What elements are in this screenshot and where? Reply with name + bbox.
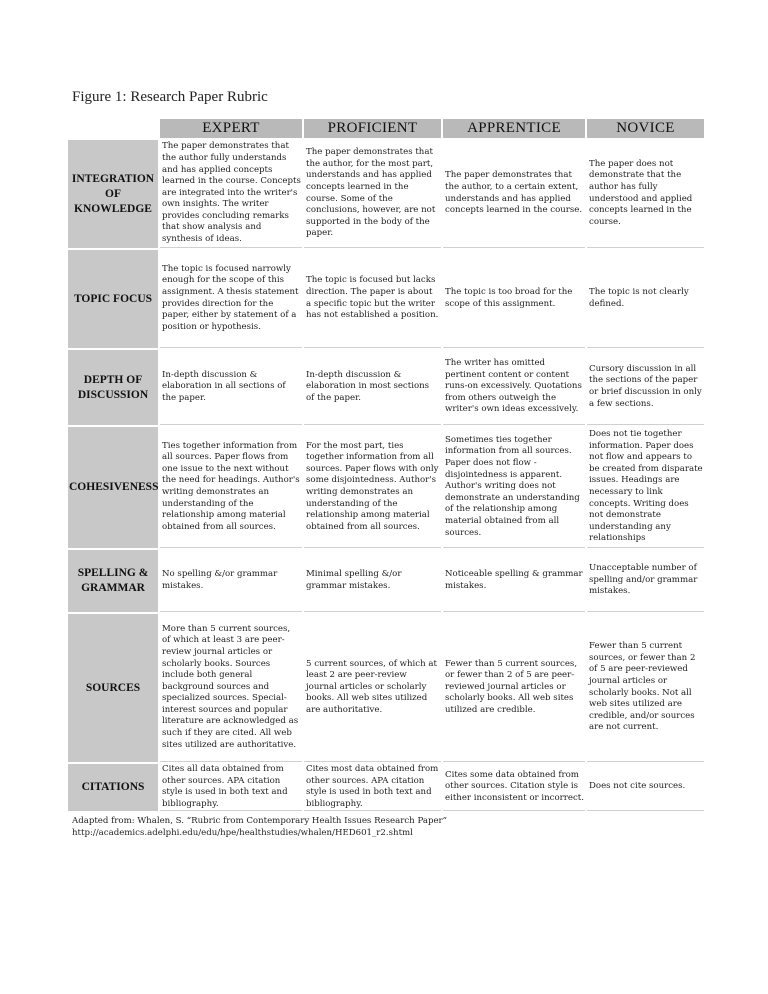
category-cohesiveness: COHESIVENESS bbox=[68, 427, 158, 548]
cell-proficient: In-depth discussion & elaboration in most sections of the paper. bbox=[304, 350, 441, 425]
cell-novice: Fewer than 5 current sources, or fewer than 2 of 5 are peer-reviewed journal articles or scholarly books. Not all web sites utilized are credible, and/or sources are not current. bbox=[587, 614, 704, 762]
cell-proficient: Cites most data obtained from other sources. APA citation style is used in both text and bibliography. bbox=[304, 764, 441, 811]
cell-expert: Ties together information from all sources. Paper flows from one issue to the next without the need for headings. Author's writing demonstrates an understanding of the relationship among material obtained from all sources. bbox=[160, 427, 302, 548]
level-apprentice: APPRENTICE bbox=[443, 119, 585, 138]
corner-cell bbox=[68, 119, 158, 138]
level-expert: EXPERT bbox=[160, 119, 302, 138]
level-novice: NOVICE bbox=[587, 119, 704, 138]
rubric-row-topic-focus bbox=[68, 250, 704, 348]
cell-proficient: The topic is focused but lacks direction. The paper is about a specific topic but the writer has not established a position. bbox=[304, 250, 441, 348]
cell-apprentice: Cites some data obtained from other sources. Citation style is either inconsistent or incorrect. bbox=[443, 764, 585, 811]
cell-novice: The topic is not clearly defined. bbox=[587, 250, 704, 348]
cell-expert: More than 5 current sources, of which at least 3 are peer-review journal articles or scholarly books. Sources include both general background sources and specialized sources. Special-interest sources and popular literature are acknowledged as such if they are cited. All web sites utilized are authoritative. bbox=[160, 614, 302, 762]
cell-novice: The paper does not demonstrate that the author has fully understood and applied concepts learned in the course. bbox=[587, 140, 704, 248]
category-citations: CITATIONS bbox=[68, 764, 158, 811]
category-depth: DEPTH OF DISCUSSION bbox=[68, 350, 158, 425]
cell-proficient: 5 current sources, of which at least 2 are peer-review journal articles or scholarly books. All web sites utilized are authoritative. bbox=[304, 614, 441, 762]
header-row bbox=[68, 119, 704, 138]
level-proficient: PROFICIENT bbox=[304, 119, 441, 138]
category-topic-focus: TOPIC FOCUS bbox=[68, 250, 158, 348]
rubric-row-cohesiveness bbox=[68, 427, 704, 548]
cell-proficient: The paper demonstrates that the author, for the most part, understands and has applied concepts learned in the course. Some of the conclusions, however, are not supported in the body of the paper. bbox=[304, 140, 441, 248]
category-sources: SOURCES bbox=[68, 614, 158, 762]
cell-expert: Cites all data obtained from other sources. APA citation style is used in both text and bibliography. bbox=[160, 764, 302, 811]
cell-apprentice: Noticeable spelling & grammar mistakes. bbox=[443, 550, 585, 612]
cell-expert: The paper demonstrates that the author fully understands and has applied concepts learned in the course. Concepts are integrated into the writer's own insights. The writer provides concluding remarks that show analysis and synthesis of ideas. bbox=[160, 140, 302, 248]
rubric-row-sources bbox=[68, 614, 704, 762]
cell-expert: In-depth discussion & elaboration in all sections of the paper. bbox=[160, 350, 302, 425]
rubric-row-depth bbox=[68, 350, 704, 425]
cell-novice: Does not cite sources. bbox=[587, 764, 704, 811]
category-integration: INTEGRATION OF KNOWLEDGE bbox=[68, 140, 158, 248]
cell-novice: Does not tie together information. Paper does not flow and appears to be created from disparate issues. Headings are necessary to link concepts. Writing does not demonstrate understanding any relationships bbox=[587, 427, 704, 548]
cell-apprentice: The topic is too broad for the scope of this assignment. bbox=[443, 250, 585, 348]
cell-proficient: For the most part, ties together information from all sources. Paper flows with only some disjointedness. Author's writing demonstrates an understanding of the relationship among material obtained from all sources. bbox=[304, 427, 441, 548]
cell-apprentice: The writer has omitted pertinent content or content runs-on excessively. Quotations from others outweigh the writer's own ideas excessively. bbox=[443, 350, 585, 425]
footer-citation bbox=[72, 815, 447, 839]
cell-proficient: Minimal spelling &/or grammar mistakes. bbox=[304, 550, 441, 612]
category-spelling: SPELLING & GRAMMAR bbox=[68, 550, 158, 612]
cell-apprentice: Sometimes ties together information from all sources. Paper does not flow - disjointedness is apparent. Author's writing does not demonstrate an understanding of the relationship among material obtained from all sources. bbox=[443, 427, 585, 548]
cell-novice: Cursory discussion in all the sections of the paper or brief discussion in only a few sections. bbox=[587, 350, 704, 425]
cell-apprentice: Fewer than 5 current sources, or fewer than 2 of 5 are peer-reviewed journal articles or scholarly books. All web sites utilized are credible. bbox=[443, 614, 585, 762]
figure-title: Figure 1: Research Paper Rubric bbox=[72, 89, 268, 105]
footer-url: http://academics.adelphi.edu/edu/hpe/healthstudies/whalen/HED601_r2.shtml bbox=[72, 828, 413, 838]
rubric-table bbox=[66, 117, 706, 813]
footer-source: Adapted from: Whalen, S. “Rubric from Contemporary Health Issues Research Paper” bbox=[72, 816, 448, 826]
rubric-row-spelling bbox=[68, 550, 704, 612]
cell-expert: The topic is focused narrowly enough for the scope of this assignment. A thesis statement provides direction for the paper, either by statement of a position or hypothesis. bbox=[160, 250, 302, 348]
rubric-row-citations bbox=[68, 764, 704, 811]
rubric-row-integration bbox=[68, 140, 704, 248]
cell-expert: No spelling &/or grammar mistakes. bbox=[160, 550, 302, 612]
cell-novice: Unacceptable number of spelling and/or grammar mistakes. bbox=[587, 550, 704, 612]
cell-apprentice: The paper demonstrates that the author, to a certain extent, understands and has applied concepts learned in the course. bbox=[443, 140, 585, 248]
